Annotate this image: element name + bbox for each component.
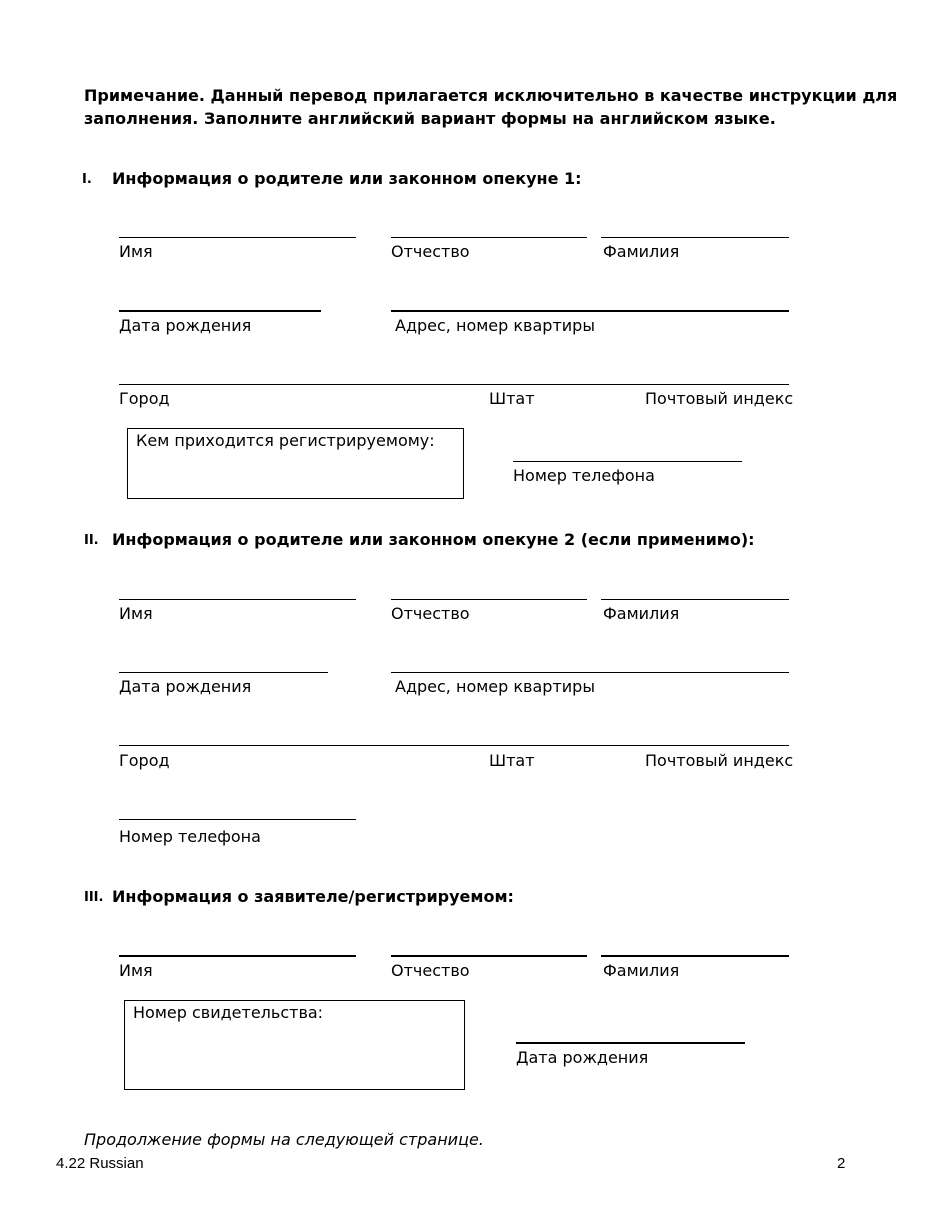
p2-phone-field[interactable] — [119, 819, 356, 820]
p2-birth-date-field[interactable] — [119, 672, 328, 673]
app-certificate-box[interactable] — [124, 1000, 465, 1090]
app-birth-date-field[interactable] — [516, 1042, 745, 1044]
p2-last-name-label: Фамилия — [603, 604, 680, 623]
p2-last-name-field[interactable] — [601, 599, 789, 600]
form-version: 4.22 Russian — [56, 1155, 144, 1172]
p1-address-field[interactable] — [391, 310, 789, 312]
app-middle-name-label: Отчество — [391, 961, 470, 980]
p2-middle-name-label: Отчество — [391, 604, 470, 623]
section-1-title: Информация о родителе или законном опекуне 1: — [112, 169, 582, 188]
p1-middle-name-label: Отчество — [391, 242, 470, 261]
p1-phone-field[interactable] — [513, 461, 742, 462]
p2-zip-label: Почтовый индекс — [645, 751, 794, 770]
continued-note: Продолжение формы на следующей странице. — [84, 1130, 484, 1149]
section-3-title: Информация о заявителе/регистрируемом: — [112, 887, 514, 906]
app-middle-name-field[interactable] — [391, 955, 587, 957]
p2-birth-date-label: Дата рождения — [119, 677, 252, 696]
p1-relationship-box[interactable] — [127, 428, 464, 499]
p1-birth-date-label: Дата рождения — [119, 316, 252, 335]
p1-relationship-label: Кем приходится регистрируемому: — [136, 431, 435, 450]
p1-first-name-label: Имя — [119, 242, 153, 261]
p2-address-field[interactable] — [391, 672, 789, 673]
p2-city-state-zip-field[interactable] — [119, 745, 789, 746]
p1-phone-label: Номер телефона — [513, 466, 655, 485]
p1-zip-label: Почтовый индекс — [645, 389, 794, 408]
section-1-number: I. — [82, 172, 92, 187]
p1-city-state-zip-field[interactable] — [119, 384, 789, 385]
p1-city-label: Город — [119, 389, 170, 408]
p1-middle-name-field[interactable] — [391, 237, 587, 238]
p1-last-name-field[interactable] — [601, 237, 789, 238]
p1-state-label: Штат — [489, 389, 535, 408]
section-3-number: III. — [84, 890, 104, 905]
p1-address-label: Адрес, номер квартиры — [395, 316, 595, 335]
note-line-1: Примечание. Данный перевод прилагается исключительно в качестве инструкции для — [84, 86, 898, 105]
page-number: 2 — [837, 1155, 846, 1172]
p2-middle-name-field[interactable] — [391, 599, 587, 600]
app-birth-date-label: Дата рождения — [516, 1048, 649, 1067]
p2-address-label: Адрес, номер квартиры — [395, 677, 595, 696]
section-2-title: Информация о родителе или законном опекуне 2 (если применимо): — [112, 530, 755, 549]
app-last-name-label: Фамилия — [603, 961, 680, 980]
p2-first-name-field[interactable] — [119, 599, 356, 600]
p2-city-label: Город — [119, 751, 170, 770]
app-certificate-label: Номер свидетельства: — [133, 1003, 324, 1022]
p2-first-name-label: Имя — [119, 604, 153, 623]
p1-last-name-label: Фамилия — [603, 242, 680, 261]
note-line-2: заполнения. Заполните английский вариант формы на английском языке. — [84, 109, 776, 128]
p2-state-label: Штат — [489, 751, 535, 770]
p1-birth-date-field[interactable] — [119, 310, 321, 312]
app-first-name-label: Имя — [119, 961, 153, 980]
app-first-name-field[interactable] — [119, 955, 356, 957]
p1-first-name-field[interactable] — [119, 237, 356, 238]
section-2-number: II. — [84, 533, 99, 548]
app-last-name-field[interactable] — [601, 955, 789, 957]
p2-phone-label: Номер телефона — [119, 827, 261, 846]
